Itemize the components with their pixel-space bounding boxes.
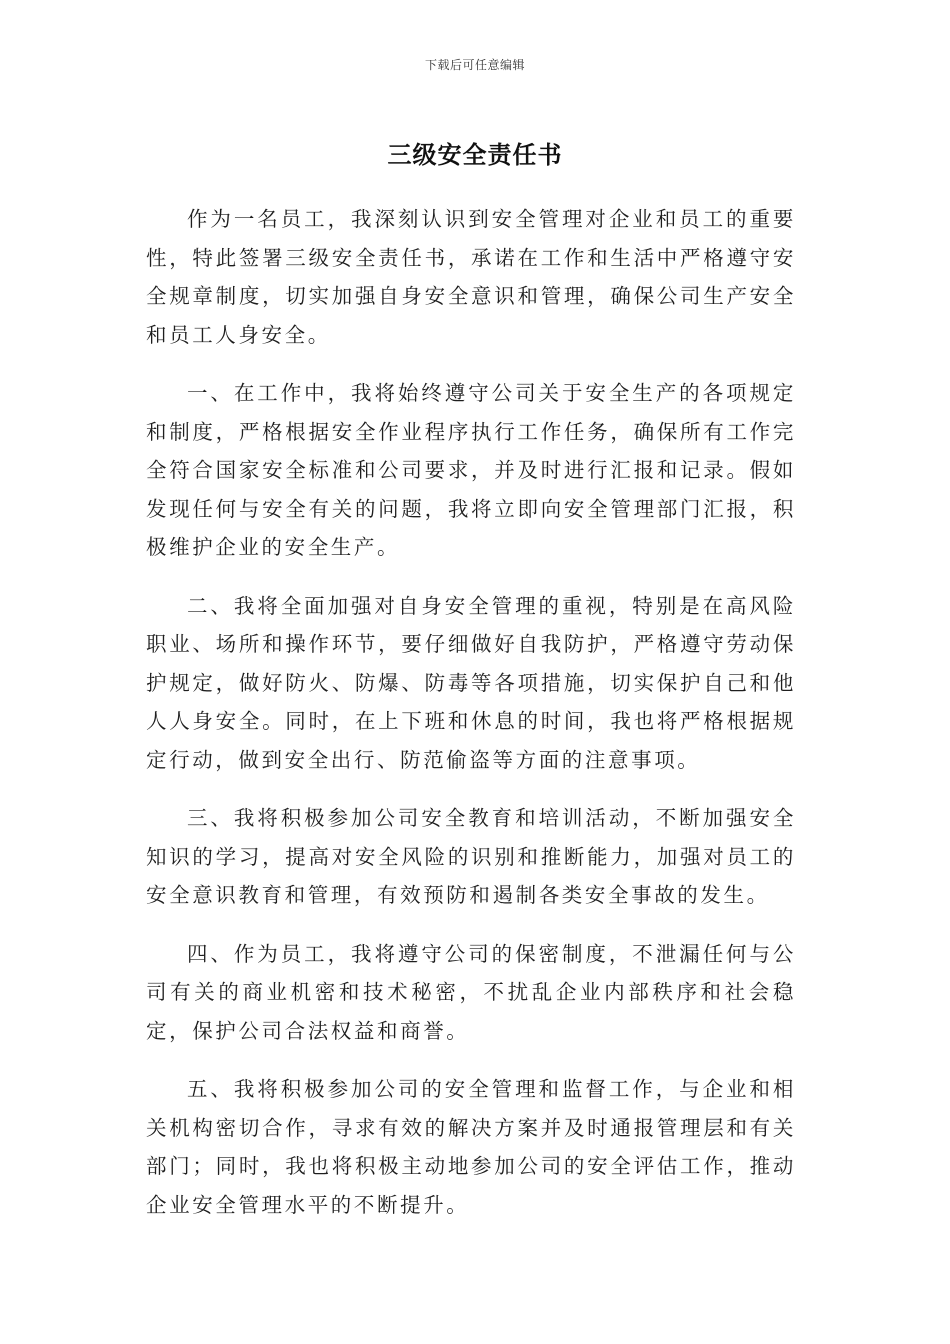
clause-two-paragraph: 二、我将全面加强对自身安全管理的重视，特别是在高风险职业、场所和操作环节，要仔细做好自我防护，严格遵守劳动保护规定，做好防火、防爆、防毒等各项措施，切实保护自己和他人人身安全。同时，在上下班和休息的时间，我也将严格根据规定行动，做到安全出行、防范偷盗等方面的注意事项。	[146, 593, 796, 772]
header-note: 下载后可任意编辑	[424, 58, 525, 72]
clause-five-paragraph: 五、我将积极参加公司的安全管理和监督工作，与企业和相关机构密切合作，寻求有效的解决方案并及时通报管理层和有关部门；同时，我也将积极主动地参加公司的安全评估工作，推动企业安全管理水平的不断提升。	[146, 1077, 796, 1217]
document-title: 三级安全责任书	[387, 141, 563, 169]
document-body	[146, 200, 796, 1244]
clause-four-paragraph: 四、作为员工，我将遵守公司的保密制度，不泄漏任何与公司有关的商业机密和技术秘密，不扰乱企业内部秩序和社会稳定，保护公司合法权益和商誉。	[146, 941, 796, 1043]
clause-one-paragraph: 一、在工作中，我将始终遵守公司关于安全生产的各项规定和制度，严格根据安全作业程序执行工作任务，确保所有工作完全符合国家安全标准和公司要求，并及时进行汇报和记录。假如发现任何与安全有关的问题，我将立即向安全管理部门汇报，积极维护企业的安全生产。	[146, 381, 796, 559]
clause-three-paragraph: 三、我将积极参加公司安全教育和培训活动，不断加强安全知识的学习，提高对安全风险的识别和推断能力，加强对员工的安全意识教育和管理，有效预防和遏制各类安全事故的发生。	[146, 806, 796, 907]
intro-paragraph: 作为一名员工，我深刻认识到安全管理对企业和员工的重要性，特此签署三级安全责任书，承诺在工作和生活中严格遵守安全规章制度，切实加强自身安全意识和管理，确保公司生产安全和员工人身安全。	[146, 207, 796, 347]
